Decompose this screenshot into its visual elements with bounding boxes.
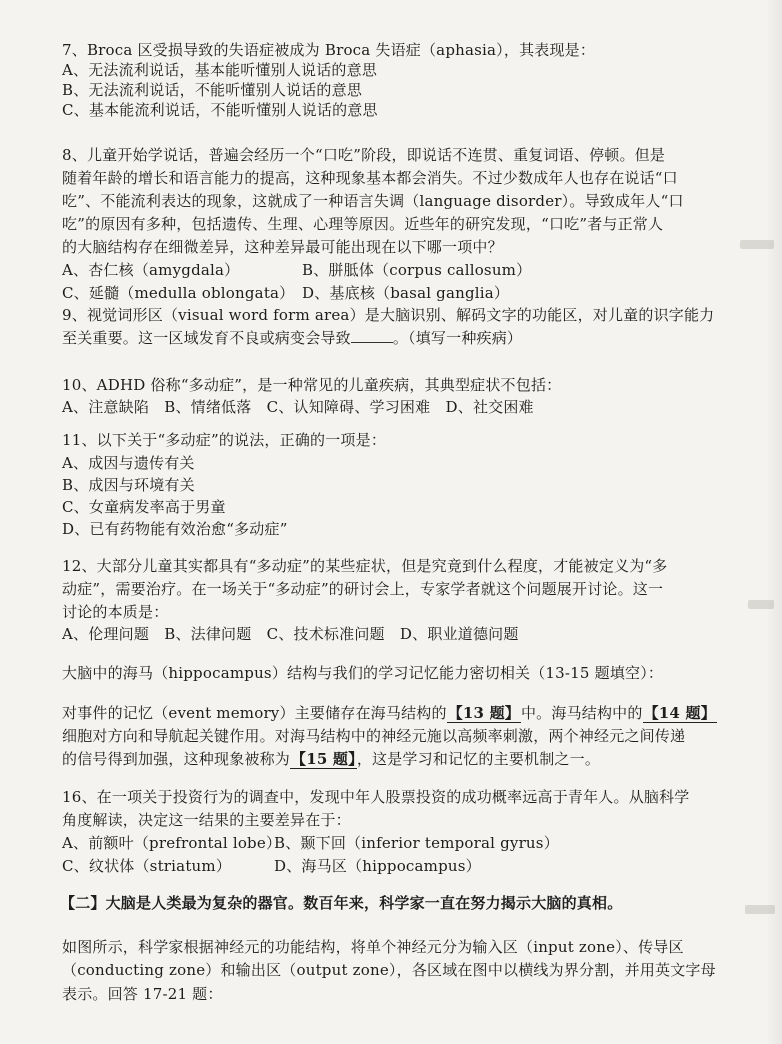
q7-stem: 7、Broca 区受损导致的失语症被成为 Broca 失语症（aphasia），其表现是：	[62, 41, 596, 59]
q8-line: 随着年龄的增长和语言能力的提高，这种现象基本都会消失。不过少数成年人也存在说话“口	[62, 169, 678, 187]
hippo-line1-mid: 中。海马结构中的	[520, 704, 643, 722]
page-edge-shadow	[766, 0, 782, 1044]
q12-line: 讨论的本质是：	[62, 603, 169, 621]
q7-option-b: B、无法流利说话，不能听懂别人说话的意思	[62, 81, 363, 99]
q10-stem: 10、ADHD 俗称“多动症”，是一种常见的儿童疾病，其典型症状不包括：	[62, 376, 562, 394]
section2-line: （conducting zone）和输出区（output zone），各区域在图中以横线为界分割，并用英文字母	[62, 961, 716, 979]
q16-line2: 角度解读，决定这一结果的主要差异在于：	[62, 811, 351, 829]
q9-line2	[62, 328, 522, 348]
q11-stem: 11、以下关于“多动症”的说法，正确的一项是：	[62, 431, 387, 449]
q12-line: 12、大部分儿童其实都具有“多动症”的某些症状，但是究竟到什么程度，才能被定义为“多	[62, 557, 668, 575]
q15-blank[interactable]: 【15 题】	[291, 750, 356, 768]
q8-option-c: C、延髓（medulla oblongata）	[62, 284, 295, 302]
q7-option-a: A、无法流利说话，基本能听懂别人说话的意思	[62, 61, 378, 79]
q8-line: 的大脑结构存在细微差异，这种差异最可能出现在以下哪一项中？	[62, 238, 503, 256]
q12-line: 动症”，需要治疗。在一场关于“多动症”的研讨会上，专家学者就这个问题展开讨论。这一	[62, 580, 664, 598]
hippo-intro: 大脑中的海马（hippocampus）结构与我们的学习记忆能力密切相关（13-15 题填空）：	[62, 664, 664, 682]
q8-line: 吃”、不能流利表达的现象，这就成了一种语言失调（language disorder）。导致成年人“口	[62, 192, 684, 210]
hippo-line3-text: 的信号得到加强，这种现象被称为	[62, 750, 291, 768]
q13-blank[interactable]: 【13 题】	[447, 704, 520, 722]
q8-options-row1	[62, 260, 532, 280]
q16-options-row2	[62, 856, 481, 876]
q8-line: 8、儿童开始学说话，普遍会经历一个“口吃”阶段，即说话不连贯、重复词语、停顿。但是	[62, 146, 666, 164]
q8-options-row2	[62, 283, 510, 303]
q16-option-c: C、纹状体（striatum）	[62, 857, 232, 875]
q9-line2-suffix: 。（填写一种疾病）	[392, 329, 523, 347]
q9-line2-text: 至关重要。这一区域发育不良或病变会导致	[62, 329, 351, 347]
hippo-line3-suffix: ，这是学习和记忆的主要机制之一。	[356, 750, 601, 768]
q9-answer-blank[interactable]	[351, 328, 393, 343]
q8-option-b: B、胼胝体（corpus callosum）	[302, 261, 532, 279]
q16-options-row1	[62, 833, 559, 853]
q16-option-d: D、海马区（hippocampus）	[274, 857, 481, 875]
hippo-line3	[62, 749, 600, 769]
q14-blank[interactable]: 【14 题】	[643, 704, 716, 722]
q7-option-c: C、基本能流利说话，不能听懂别人说话的意思	[62, 101, 378, 119]
q11-option-d: D、已有药物能有效治愈“多动症”	[62, 520, 288, 538]
q8-option-a: A、杏仁核（amygdala）	[62, 261, 240, 279]
q8-option-d: D、基底核（basal ganglia）	[302, 284, 510, 302]
section2-heading: 【二】大脑是人类最为复杂的器官。数百年来，科学家一直在努力揭示大脑的真相。	[60, 894, 623, 912]
q11-option-a: A、成因与遗传有关	[62, 454, 195, 472]
q9-line1: 9、视觉词形区（visual word form area）是大脑识别、解码文字的功能区，对儿童的识字能力	[62, 306, 715, 324]
section2-line: 表示。回答 17-21 题：	[62, 985, 223, 1003]
q11-option-c: C、女童病发率高于男童	[62, 498, 226, 516]
hippo-line1-text: 对事件的记忆（event memory）主要储存在海马结构的	[62, 704, 447, 722]
q16-option-b: B、颞下回（inferior temporal gyrus）	[274, 834, 559, 852]
hippo-line2: 细胞对方向和导航起关键作用。对海马结构中的神经元施以高频率刺激，两个神经元之间传递	[62, 727, 686, 745]
hippo-line1	[62, 703, 717, 723]
q10-options: A、注意缺陷 B、情绪低落 C、认知障碍、学习困难 D、社交困难	[62, 398, 534, 416]
q12-options: A、伦理问题 B、法律问题 C、技术标准问题 D、职业道德问题	[62, 625, 519, 643]
q8-line: 吃”的原因有多种，包括遗传、生理、心理等原因。近些年的研究发现，“口吃”者与正常人	[62, 215, 664, 233]
q11-option-b: B、成因与环境有关	[62, 476, 195, 494]
q16-line1: 16、在一项关于投资行为的调查中，发现中年人股票投资的成功概率远高于青年人。从脑科学	[62, 788, 690, 806]
section2-line: 如图所示，科学家根据神经元的功能结构，将单个神经元分为输入区（input zone）、传导区	[62, 938, 684, 956]
q16-option-a: A、前额叶（prefrontal lobe）	[62, 834, 282, 852]
